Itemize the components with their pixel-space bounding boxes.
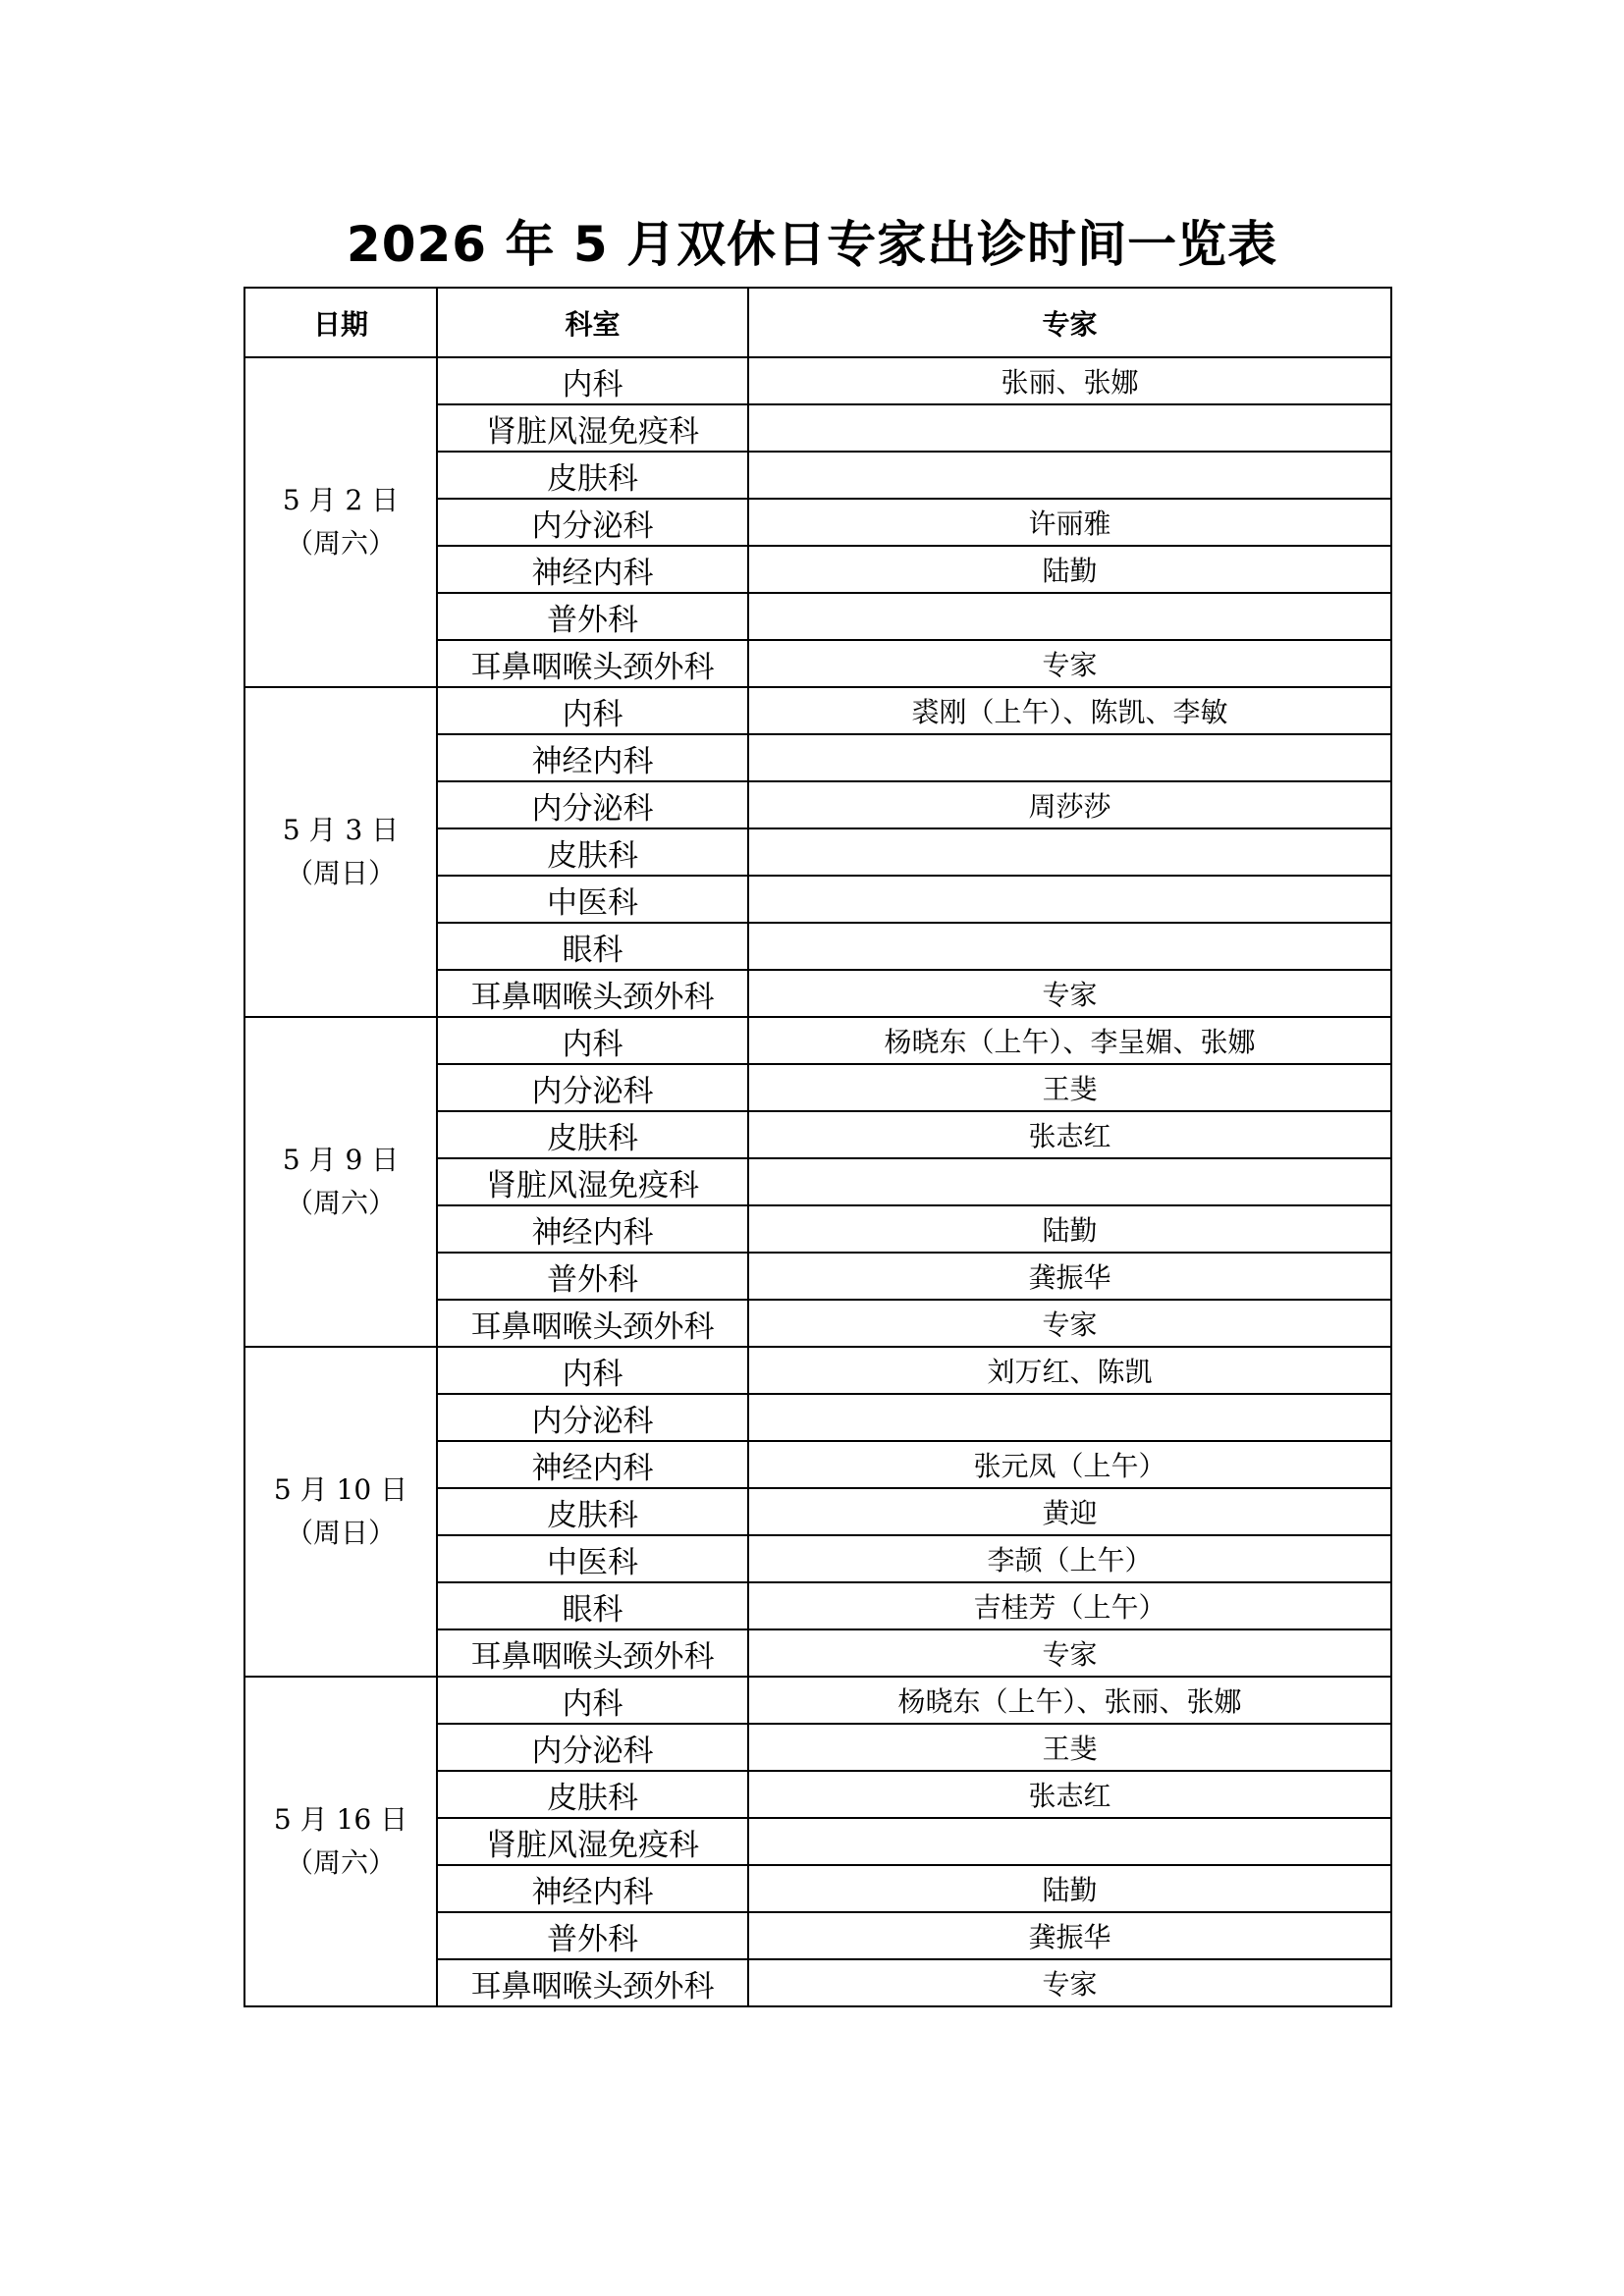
department-cell: 肾脏风湿免疫科 bbox=[437, 404, 748, 452]
expert-cell: 专家 bbox=[748, 1629, 1391, 1677]
department-cell: 内科 bbox=[437, 1017, 748, 1064]
expert-cell: 刘万红、陈凯 bbox=[748, 1347, 1391, 1394]
department-cell: 内分泌科 bbox=[437, 1064, 748, 1111]
expert-cell: 黄迎 bbox=[748, 1488, 1391, 1535]
expert-cell: 专家 bbox=[748, 970, 1391, 1017]
expert-cell: 龚振华 bbox=[748, 1912, 1391, 1959]
expert-cell: 张元凤（上午） bbox=[748, 1441, 1391, 1488]
department-cell: 肾脏风湿免疫科 bbox=[437, 1818, 748, 1865]
header-expert: 专家 bbox=[748, 288, 1391, 357]
department-cell: 耳鼻咽喉头颈外科 bbox=[437, 1959, 748, 2006]
schedule-table bbox=[244, 287, 1392, 2007]
expert-cell bbox=[748, 828, 1391, 876]
department-cell: 内科 bbox=[437, 687, 748, 734]
expert-cell: 专家 bbox=[748, 1300, 1391, 1347]
department-cell: 内分泌科 bbox=[437, 1724, 748, 1771]
expert-cell: 杨晓东（上午）、张丽、张娜 bbox=[748, 1677, 1391, 1724]
department-cell: 神经内科 bbox=[437, 734, 748, 781]
expert-cell bbox=[748, 1394, 1391, 1441]
page-title: 2026 年 5 月双休日专家出诊时间一览表 bbox=[346, 216, 1278, 273]
date-text: 5 月 2 日 bbox=[282, 484, 400, 516]
table-body bbox=[244, 357, 1391, 2006]
expert-cell: 张丽、张娜 bbox=[748, 357, 1391, 404]
date-text: 5 月 16 日 bbox=[273, 1803, 408, 1836]
expert-cell bbox=[748, 404, 1391, 452]
date-text: 5 月 10 日 bbox=[273, 1473, 408, 1506]
expert-cell: 陆勤 bbox=[748, 546, 1391, 593]
table-row bbox=[244, 357, 1391, 404]
expert-cell: 王斐 bbox=[748, 1064, 1391, 1111]
expert-cell bbox=[748, 1158, 1391, 1205]
department-cell: 肾脏风湿免疫科 bbox=[437, 1158, 748, 1205]
expert-cell bbox=[748, 734, 1391, 781]
department-cell: 内分泌科 bbox=[437, 1394, 748, 1441]
expert-cell: 裘刚（上午）、陈凯、李敏 bbox=[748, 687, 1391, 734]
department-cell: 眼科 bbox=[437, 923, 748, 970]
expert-cell: 陆勤 bbox=[748, 1865, 1391, 1912]
department-cell: 普外科 bbox=[437, 1912, 748, 1959]
expert-cell bbox=[748, 1818, 1391, 1865]
department-cell: 耳鼻咽喉头颈外科 bbox=[437, 970, 748, 1017]
expert-cell bbox=[748, 923, 1391, 970]
expert-cell: 张志红 bbox=[748, 1771, 1391, 1818]
weekday-text: （周六） bbox=[285, 527, 396, 560]
expert-cell: 陆勤 bbox=[748, 1205, 1391, 1253]
date-cell bbox=[244, 1347, 437, 1677]
department-cell: 神经内科 bbox=[437, 546, 748, 593]
weekday-text: （周六） bbox=[285, 1846, 396, 1879]
department-cell: 皮肤科 bbox=[437, 1488, 748, 1535]
department-cell: 耳鼻咽喉头颈外科 bbox=[437, 1300, 748, 1347]
department-cell: 内科 bbox=[437, 1677, 748, 1724]
expert-cell: 王斐 bbox=[748, 1724, 1391, 1771]
date-cell bbox=[244, 687, 437, 1017]
expert-cell bbox=[748, 876, 1391, 923]
expert-cell: 龚振华 bbox=[748, 1253, 1391, 1300]
date-text: 5 月 9 日 bbox=[282, 1144, 400, 1176]
weekday-text: （周日） bbox=[285, 857, 396, 889]
expert-cell: 吉桂芳（上午） bbox=[748, 1582, 1391, 1629]
weekday-text: （周六） bbox=[285, 1187, 396, 1219]
header-date: 日期 bbox=[244, 288, 437, 357]
expert-cell: 周莎莎 bbox=[748, 781, 1391, 828]
date-text: 5 月 3 日 bbox=[282, 814, 400, 846]
expert-cell: 杨晓东（上午）、李呈媚、张娜 bbox=[748, 1017, 1391, 1064]
department-cell: 普外科 bbox=[437, 593, 748, 640]
table-row bbox=[244, 1347, 1391, 1394]
date-cell bbox=[244, 357, 437, 687]
header-department: 科室 bbox=[437, 288, 748, 357]
department-cell: 耳鼻咽喉头颈外科 bbox=[437, 640, 748, 687]
expert-cell: 许丽雅 bbox=[748, 499, 1391, 546]
department-cell: 内科 bbox=[437, 357, 748, 404]
expert-cell: 专家 bbox=[748, 1959, 1391, 2006]
department-cell: 中医科 bbox=[437, 1535, 748, 1582]
expert-cell: 张志红 bbox=[748, 1111, 1391, 1158]
expert-cell: 李颉（上午） bbox=[748, 1535, 1391, 1582]
department-cell: 神经内科 bbox=[437, 1205, 748, 1253]
expert-cell bbox=[748, 452, 1391, 499]
department-cell: 内分泌科 bbox=[437, 499, 748, 546]
department-cell: 眼科 bbox=[437, 1582, 748, 1629]
table-row bbox=[244, 1677, 1391, 1724]
department-cell: 内科 bbox=[437, 1347, 748, 1394]
department-cell: 皮肤科 bbox=[437, 828, 748, 876]
department-cell: 皮肤科 bbox=[437, 452, 748, 499]
date-cell bbox=[244, 1677, 437, 2006]
department-cell: 普外科 bbox=[437, 1253, 748, 1300]
expert-cell: 专家 bbox=[748, 640, 1391, 687]
department-cell: 神经内科 bbox=[437, 1441, 748, 1488]
expert-cell bbox=[748, 593, 1391, 640]
department-cell: 神经内科 bbox=[437, 1865, 748, 1912]
date-cell bbox=[244, 1017, 437, 1347]
department-cell: 内分泌科 bbox=[437, 781, 748, 828]
table-row bbox=[244, 687, 1391, 734]
department-cell: 皮肤科 bbox=[437, 1111, 748, 1158]
department-cell: 皮肤科 bbox=[437, 1771, 748, 1818]
table-header-row bbox=[244, 288, 1391, 357]
weekday-text: （周日） bbox=[285, 1517, 396, 1549]
department-cell: 耳鼻咽喉头颈外科 bbox=[437, 1629, 748, 1677]
department-cell: 中医科 bbox=[437, 876, 748, 923]
table-row bbox=[244, 1017, 1391, 1064]
